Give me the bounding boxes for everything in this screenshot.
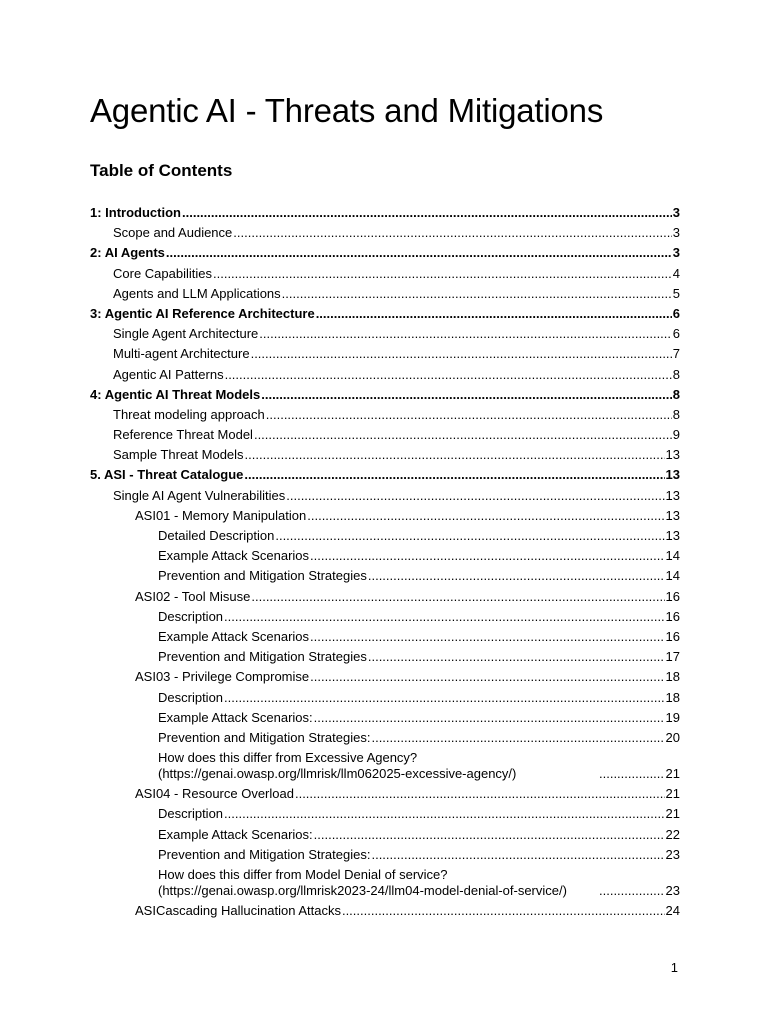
toc-entry[interactable] — [90, 346, 680, 362]
toc-entry-title: ASI03 - Privilege Compromise — [135, 669, 310, 685]
toc-entry-page: 13 — [665, 528, 680, 543]
toc-entry[interactable] — [90, 245, 680, 261]
toc-dot-leader — [261, 387, 672, 403]
toc-entry-title: Prevention and Mitigation Strategies: — [158, 729, 371, 745]
toc-entry-title: 5. ASI - Threat Catalogue — [90, 467, 244, 483]
toc-dot-leader — [371, 730, 664, 746]
toc-entry-page: 13 — [665, 507, 680, 523]
toc-entry[interactable] — [90, 690, 680, 706]
toc-entry-title: ASI01 - Memory Manipulation — [135, 507, 307, 523]
toc-entry-title: Example Attack Scenarios: — [158, 709, 313, 725]
toc-dot-leader — [275, 528, 664, 544]
toc-entry-title: Detailed Description — [158, 528, 275, 543]
toc-dot-leader — [266, 407, 672, 423]
toc-entry-page: 18 — [665, 669, 680, 685]
toc-dot-leader — [368, 568, 665, 584]
toc-entry-title: Single Agent Architecture — [113, 326, 259, 342]
toc-entry-page: 18 — [665, 689, 680, 705]
toc-entry-page: 13 — [665, 487, 680, 503]
toc-entry-title: Reference Threat Model — [113, 427, 253, 443]
toc-entry-page: 7 — [672, 346, 680, 362]
toc-dot-leader — [254, 427, 672, 443]
toc-entry-page: 8 — [672, 386, 680, 402]
document-title: Agentic AI - Threats and Mitigations — [90, 92, 604, 129]
toc-entry[interactable] — [90, 847, 680, 863]
toc-entry-title: Multi-agent Architecture — [113, 346, 250, 362]
toc-entry-page: 16 — [665, 628, 680, 644]
toc-entry-page: 23 — [665, 846, 680, 862]
toc-entry[interactable] — [90, 806, 680, 822]
toc-entry[interactable] — [90, 609, 680, 625]
toc-dot-leader — [233, 225, 671, 241]
toc-entry-page: 20 — [665, 729, 680, 745]
toc-entry[interactable] — [90, 730, 680, 746]
toc-entry-title: Prevention and Mitigation Strategies — [158, 649, 367, 665]
toc-entry-page: 6 — [672, 326, 680, 342]
toc-dot-leader — [282, 286, 672, 302]
toc-entry[interactable] — [90, 786, 680, 802]
toc-dot-leader — [310, 629, 665, 645]
toc-entry-title: ASI04 - Resource Overload — [135, 786, 294, 802]
toc-entry-title: Threat modeling approach — [113, 406, 265, 422]
toc-dot-leader — [316, 306, 672, 322]
toc-entry[interactable] — [90, 266, 680, 282]
toc-dot-leader — [314, 710, 665, 726]
toc-entry-title: Example Attack Scenarios: — [158, 826, 313, 842]
toc-entry[interactable] — [90, 827, 680, 843]
toc-entry-title: Scope and Audience — [113, 225, 233, 241]
toc-entry-page: 17 — [665, 649, 680, 665]
toc-entry-title: Sample Threat Models — [113, 447, 244, 463]
page-number: 1 — [670, 960, 678, 975]
toc-entry[interactable] — [90, 669, 680, 685]
toc-entry-page: 16 — [665, 608, 680, 624]
table-of-contents — [90, 205, 680, 923]
toc-entry-title: Single AI Agent Vulnerabilities — [113, 487, 286, 503]
toc-entry-page: 13 — [665, 447, 680, 463]
toc-entry-title: Description — [158, 608, 224, 624]
toc-entry-title: Example Attack Scenarios — [158, 628, 310, 644]
toc-dot-leader — [251, 346, 672, 362]
toc-entry-title: 2: AI Agents — [90, 245, 165, 261]
toc-entry-page: 24 — [665, 903, 680, 919]
toc-entry[interactable] — [90, 447, 680, 463]
toc-entry[interactable] — [90, 589, 680, 605]
toc-entry[interactable] — [90, 387, 680, 403]
toc-entry-page: 14 — [665, 548, 680, 564]
toc-dot-leader — [224, 690, 665, 706]
toc-entry-page: 21 — [665, 786, 680, 802]
toc-entry[interactable] — [90, 407, 680, 423]
toc-entry-page: 4 — [672, 265, 680, 281]
toc-entry[interactable] — [90, 467, 680, 483]
toc-dot-leader — [166, 245, 672, 261]
toc-dot-leader — [225, 367, 672, 383]
toc-dot-leader — [286, 488, 664, 504]
toc-entry-page: 21 — [665, 806, 680, 822]
toc-entry-page: 8 — [672, 366, 680, 382]
toc-entry-page: 22 — [665, 826, 680, 842]
toc-dot-leader — [251, 589, 664, 605]
toc-entry[interactable] — [90, 548, 680, 564]
toc-entry-page: 3 — [672, 225, 680, 241]
toc-dot-leader — [295, 786, 665, 802]
toc-entry[interactable] — [90, 205, 680, 221]
toc-entry-page: 3 — [672, 205, 680, 220]
toc-entry-title: Example Attack Scenarios — [158, 548, 310, 564]
toc-entry-page: 19 — [665, 709, 680, 725]
toc-entry[interactable] — [90, 367, 680, 383]
toc-entry-page: 16 — [665, 588, 680, 604]
toc-entry-title: 1: Introduction — [90, 205, 181, 220]
toc-dot-leader — [310, 548, 665, 564]
toc-entry-title: Agents and LLM Applications — [113, 285, 281, 301]
toc-entry[interactable] — [90, 488, 680, 504]
toc-entry-title: Core Capabilities — [113, 265, 212, 281]
toc-entry-title: Agentic AI Patterns — [113, 366, 224, 382]
toc-dot-leader — [314, 827, 665, 843]
toc-entry[interactable] — [90, 225, 680, 241]
toc-dot-leader — [245, 447, 665, 463]
toc-entry[interactable] — [90, 427, 680, 443]
toc-entry[interactable] — [90, 867, 680, 899]
toc-dot-leader — [182, 205, 672, 221]
toc-entry-page: 14 — [665, 568, 680, 584]
toc-entry-page: 5 — [672, 285, 680, 301]
toc-entry-title: ASI02 - Tool Misuse — [135, 588, 251, 604]
toc-entry-page: 6 — [672, 305, 680, 321]
toc-entry[interactable] — [90, 286, 680, 302]
toc-entry-title: 3: Agentic AI Reference Architecture — [90, 305, 315, 321]
toc-dot-leader — [342, 903, 665, 919]
toc-entry-page: 8 — [672, 406, 680, 422]
toc-entry-title: Prevention and Mitigation Strategies — [158, 568, 367, 584]
toc-entry-page: 23 — [665, 883, 680, 898]
toc-entry[interactable] — [90, 528, 680, 544]
toc-entry-title: Description — [158, 689, 224, 705]
toc-entry-page: 9 — [672, 427, 680, 443]
toc-dot-leader — [224, 806, 665, 822]
toc-dot-leader — [259, 326, 672, 342]
toc-dot-leader — [224, 609, 665, 625]
toc-entry-title: Prevention and Mitigation Strategies: — [158, 846, 371, 862]
toc-entry-page: 13 — [665, 467, 680, 483]
toc-entry-page: 3 — [672, 245, 680, 261]
toc-entry[interactable] — [90, 710, 680, 726]
toc-entry[interactable] — [90, 649, 680, 665]
toc-entry[interactable] — [90, 568, 680, 584]
toc-entry-page: 21 — [665, 766, 680, 782]
toc-dot-leader — [244, 467, 664, 483]
toc-dot-leader — [307, 508, 664, 524]
toc-entry[interactable] — [90, 750, 680, 782]
toc-entry-title: How does this differ from Excessive Agency? (https://genai.owasp.org/llmrisk/llm062025-excessive-agency/) — [158, 750, 517, 782]
toc-entry[interactable] — [90, 306, 680, 322]
toc-entry-title: 4: Agentic AI Threat Models — [90, 386, 261, 402]
toc-dot-leader — [368, 649, 665, 665]
toc-dot-leader — [599, 766, 665, 782]
toc-entry[interactable] — [90, 903, 680, 919]
toc-entry[interactable] — [90, 508, 680, 524]
toc-dot-leader — [599, 883, 665, 899]
toc-entry-title: How does this differ from Model Denial of service? (https://genai.owasp.org/llmrisk2023-24/llm04-model-denial-of-service/) — [158, 867, 567, 898]
toc-entry[interactable] — [90, 629, 680, 645]
toc-entry-title: ASICascading Hallucination Attacks — [135, 903, 341, 919]
toc-dot-leader — [371, 847, 664, 863]
toc-dot-leader — [310, 669, 664, 685]
toc-entry[interactable] — [90, 326, 680, 342]
toc-entry-title: Description — [158, 806, 224, 822]
toc-dot-leader — [213, 266, 672, 282]
toc-heading: Table of Contents — [90, 161, 233, 180]
